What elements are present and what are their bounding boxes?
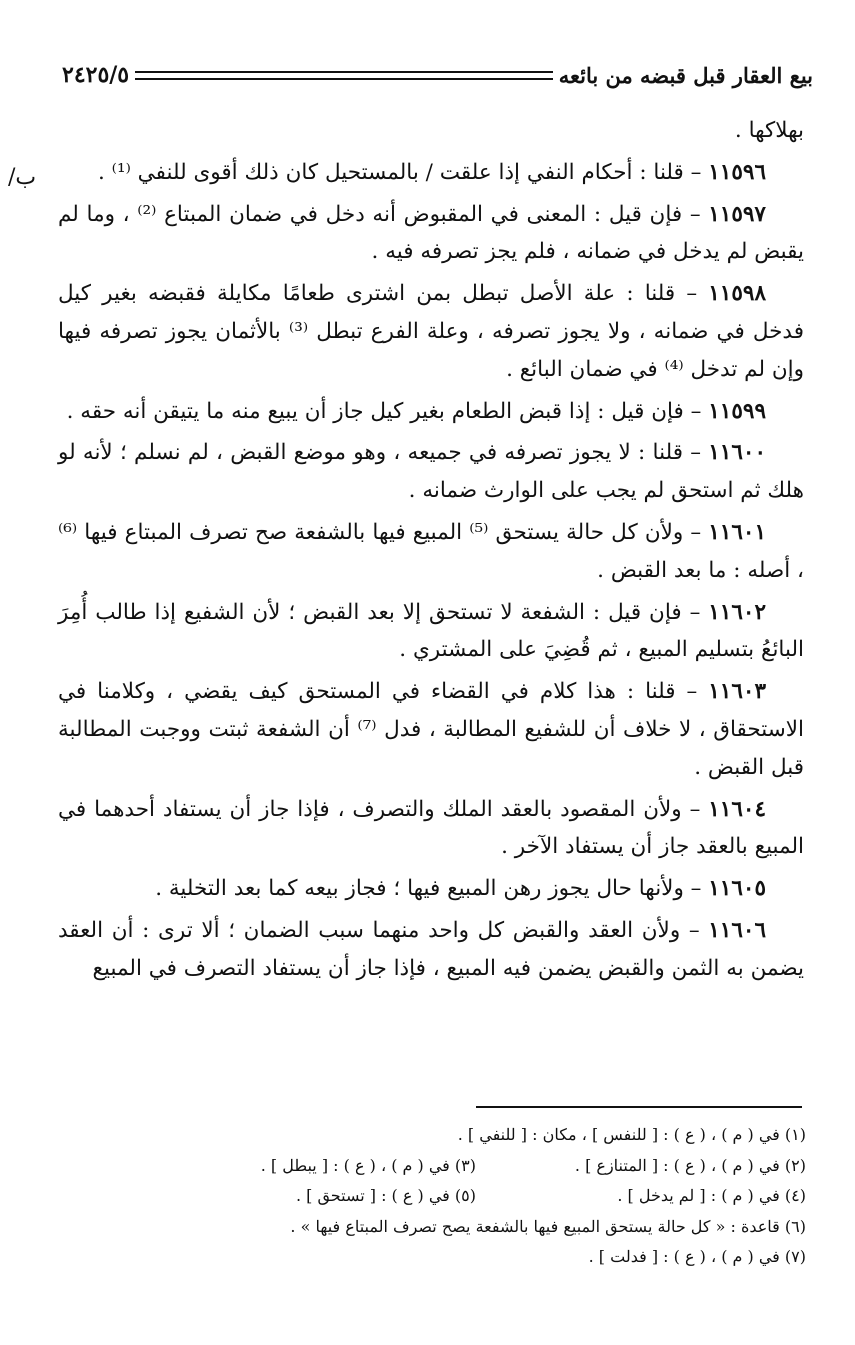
paragraph	[58, 870, 804, 908]
paragraph-text: – قلنا : لا يجوز تصرفه في جميعه ، وهو موضع القبض ، لم نسلم ؛ لأنه لو هلك ثم استحق لم يجب على الوارث ضمانه .	[58, 440, 804, 504]
paragraph	[58, 514, 804, 590]
paragraph-number: ١١٦٠٠	[708, 440, 766, 466]
paragraph-number: ١١٦٠٢	[708, 599, 766, 625]
footnote-row	[70, 1181, 806, 1212]
paragraph-number: ١١٦٠٥	[708, 876, 766, 902]
main-text	[58, 112, 804, 992]
footnote: (٦) قاعدة : « كل حالة يستحق المبيع فيها بالشفعة يصح تصرف المبتاع فيها » .	[290, 1216, 806, 1236]
paragraph-text: – ولأن كل حالة يستحق ⁽⁵⁾ المبيع فيها بالشفعة صح تصرف المبتاع فيها ⁽⁶⁾ ، أصله : ما بعد القبض .	[58, 519, 804, 583]
paragraph-text: – ولأن العقد والقبض كل واحد منهما سبب الضمان ؛ ألا ترى : أن العقد يضمن به الثمن والقبض يضمن فيه المبيع ، فإذا جاز أن يستفاد التصرف في المبيع	[58, 917, 804, 981]
paragraph	[58, 791, 804, 867]
paragraph	[58, 673, 804, 786]
footnote: (٢) في ( م ) ، ( ع ) : [ المتنازع ] .	[574, 1155, 806, 1175]
paragraph-number: ١١٥٩٦	[708, 159, 766, 185]
paragraph-text: – ولأن المقصود بالعقد الملك والتصرف ، فإذا جاز أن يستفاد أحدهما في المبيع بالعقد جاز أن يستفاد الآخر .	[58, 796, 804, 860]
paragraph-number: ١١٥٩٨	[708, 281, 766, 307]
paragraph-text: بهلاكها .	[734, 118, 804, 143]
paragraph-number: ١١٥٩٩	[708, 398, 766, 424]
paragraph-number: ١١٥٩٧	[708, 201, 766, 227]
running-header	[62, 58, 813, 92]
paragraph-number: ١١٦٠٣	[708, 679, 766, 705]
margin-folio-marker: /ب	[8, 165, 37, 190]
footnote-row	[70, 1242, 806, 1273]
footnote-row	[70, 1212, 806, 1243]
footnote-row	[70, 1151, 806, 1182]
footnote: (٧) في ( م ) ، ( ع ) : [ فدلت ] .	[588, 1247, 806, 1266]
footnote-separator	[476, 1106, 802, 1108]
paragraph	[58, 154, 804, 192]
paragraph	[58, 112, 804, 150]
page-reference: ٢٤٢٥/٥	[62, 62, 130, 88]
paragraph-number: ١١٦٠١	[708, 519, 766, 545]
footnote: (٥) في ( ع ) : [ تستحق ] .	[295, 1186, 476, 1205]
paragraph	[58, 594, 804, 670]
paragraph	[58, 912, 804, 988]
header-rule	[135, 71, 553, 80]
paragraph-number: ١١٦٠٦	[708, 917, 766, 943]
paragraph-text: – فإن قيل : المعنى في المقبوض أنه دخل في ضمان المبتاع ⁽²⁾ ، وما لم يقبض لم يدخل في ضمانه ، فلم يجز تصرفه فيه .	[58, 201, 804, 265]
footnote: (٣) في ( م ) ، ( ع ) : [ يبطل ] .	[260, 1155, 476, 1175]
paragraph	[58, 196, 804, 272]
paragraph-number: ١١٦٠٤	[708, 796, 766, 822]
paragraph-text: – قلنا : علة الأصل تبطل بمن اشترى طعامًا مكايلة فقبضه بغير كيل فدخل في ضمانه ، ولا يجوز تصرفه ، وعلة الفرع تبطل ⁽³⁾ بالأثمان يجوز تصرفه فيها وإن لم تدخل ⁽⁴⁾ في ضمان البائع .	[58, 281, 804, 382]
footnote: (١) في ( م ) ، ( ع ) : [ للنفس ] ، مكان : [ للنفي ] .	[457, 1125, 806, 1144]
paragraph-text: – فإن قيل : الشفعة لا تستحق إلا بعد القبض ؛ لأن الشفيع إذا طالب أُمِرَ البائعُ بتسليم المبيع ، ثم قُضِيَ على المشتري .	[58, 599, 804, 663]
footnote-row	[70, 1120, 806, 1151]
paragraph-text: – قلنا : أحكام النفي إذا علقت / بالمستحيل كان ذلك أقوى للنفي ⁽¹⁾ .	[97, 159, 709, 185]
paragraph-text: – فإن قيل : إذا قبض الطعام بغير كيل جاز أن يبيع منه ما يتيقن أنه حقه .	[66, 398, 709, 424]
footnote: (٤) في ( م ) : [ لم يدخل ] .	[617, 1186, 806, 1205]
paragraph	[58, 275, 804, 388]
paragraph-text: – قلنا : هذا كلام في القضاء في المستحق كيف يقضي ، وكلامنا في الاستحقاق ، لا خلاف أن للشفيع المطالبة ، فدل ⁽⁷⁾ أن الشفعة ثبتت ووجبت المطالبة قبل القبض .	[58, 679, 804, 780]
footnotes	[70, 1120, 806, 1273]
paragraph	[58, 393, 804, 431]
paragraph-text: – ولأنها حال يجوز رهن المبيع فيها ؛ فجاز بيعه كما بعد التخلية .	[155, 876, 709, 902]
chapter-title: بيع العقار قبل قبضه من بائعه	[558, 62, 813, 88]
paragraph	[58, 434, 804, 510]
